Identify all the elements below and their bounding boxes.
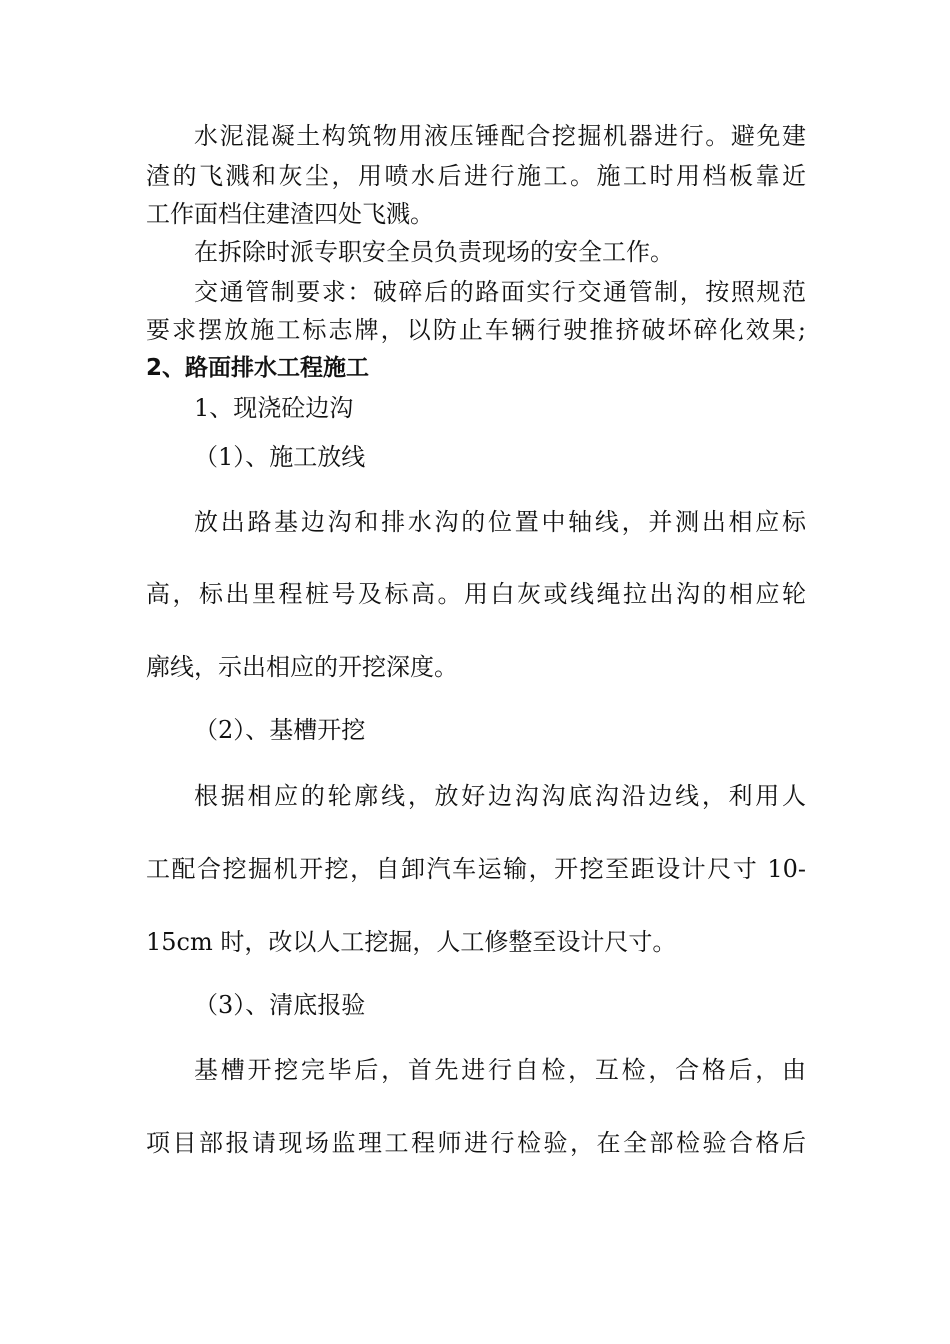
paragraph-excavation-line-1: 根据相应的轮廓线，放好边沟沟底沟沿边线，利用人 (194, 782, 806, 810)
paragraph-layout-line-2: 高，标出里程桩号及标高。用白灰或线绳拉出沟的相应轮 (146, 580, 806, 608)
paragraph-excavation-line-2: 工配合挖掘机开挖，自卸汽车运输，开挖至距设计尺寸 10- (146, 855, 806, 883)
paragraph-inspection-line-2: 项目部报请现场监理工程师进行检验，在全部检验合格后 (146, 1129, 806, 1157)
paragraph-inspection-line-1: 基槽开挖完毕后，首先进行自检，互检，合格后，由 (194, 1056, 806, 1084)
paragraph-demolition-line-2: 渣的飞溅和灰尘，用喷水后进行施工。施工时用档板靠近 (146, 162, 806, 190)
step-heading-layout: （1）、施工放线 (194, 443, 366, 471)
paragraph-traffic-line-2: 要求摆放施工标志牌，以防止车辆行驶推挤破坏碎化效果; (146, 316, 806, 344)
section-heading-drainage: 2、路面排水工程施工 (146, 355, 370, 381)
step-heading-inspection: （3）、清底报验 (194, 991, 366, 1019)
step-heading-excavation: （2）、基槽开挖 (194, 716, 366, 744)
paragraph-layout-line-1: 放出路基边沟和排水沟的位置中轴线，并测出相应标 (194, 508, 806, 536)
paragraph-safety: 在拆除时派专职安全员负责现场的安全工作。 (194, 238, 674, 266)
paragraph-excavation-line-3: 15cm 时，改以人工挖掘，人工修整至设计尺寸。 (146, 928, 677, 956)
paragraph-traffic-line-1: 交通管制要求：破碎后的路面实行交通管制，按照规范 (194, 278, 806, 306)
paragraph-demolition-line-1: 水泥混凝土构筑物用液压锤配合挖掘机器进行。避免建 (194, 122, 806, 150)
subsection-heading-ditch: 1、现浇砼边沟 (194, 394, 354, 422)
paragraph-layout-line-3: 廓线，示出相应的开挖深度。 (146, 653, 458, 681)
paragraph-demolition-line-3: 工作面档住建渣四处飞溅。 (146, 200, 434, 228)
